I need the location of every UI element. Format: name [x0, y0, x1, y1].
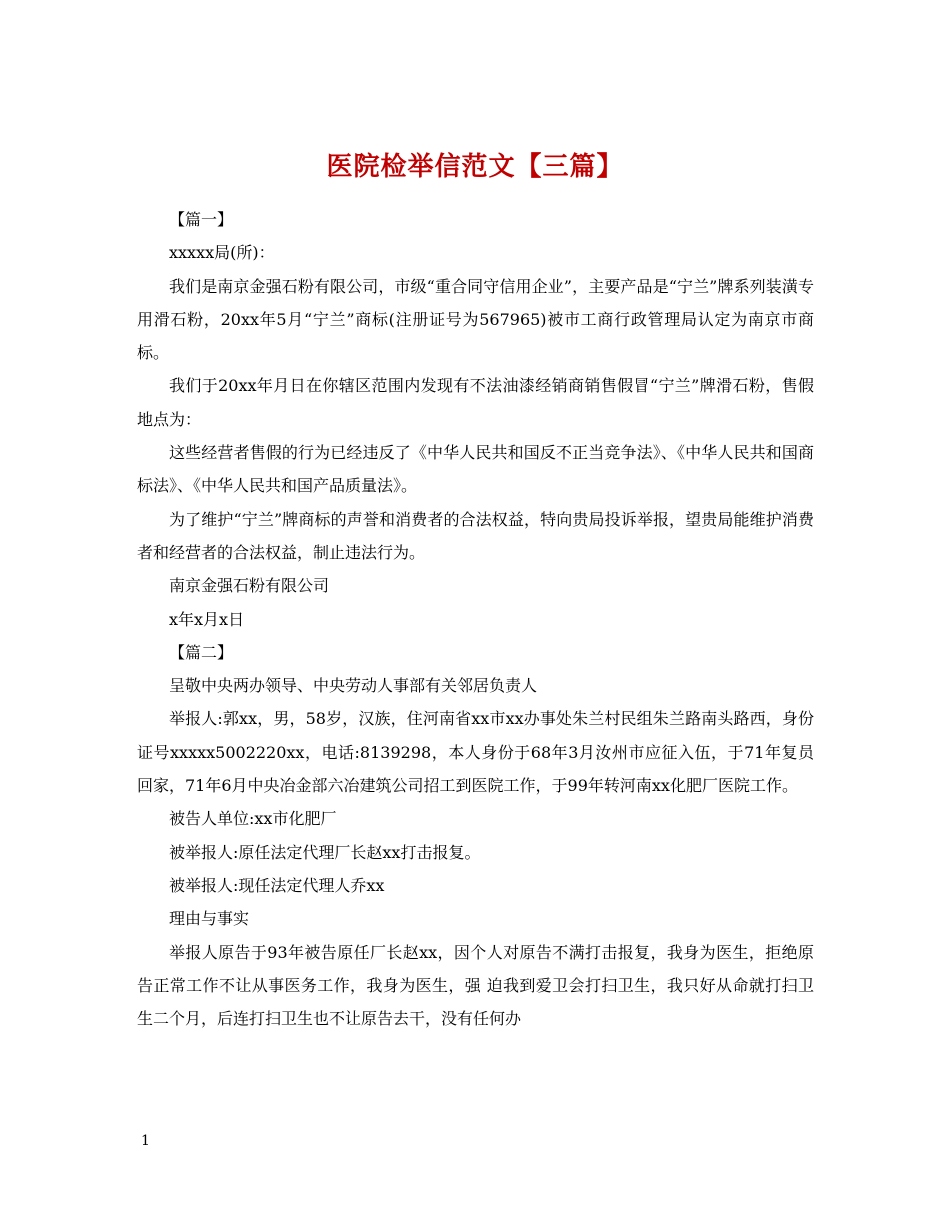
section-heading-2: 【篇二】: [169, 642, 234, 662]
body-paragraph: 这些经营者售假的行为已经违反了《中华人民共和国反不正当竞争法》、《中华人民共和国商标法》、《中华人民共和国产品质量法》。: [137, 443, 814, 496]
body-paragraph: 被举报人:原任法定代理厂长赵xx打击报复。: [169, 842, 481, 862]
body-paragraph: 我们于20xx年月日在你辖区范围内发现有不法油漆经销商销售假冒“宁兰”牌滑石粉，售假地点为：: [137, 376, 814, 429]
body-paragraph: 我们是南京金强石粉有限公司，市级“重合同守信用企业”，主要产品是“宁兰”牌系列装潢专用滑石粉，20xx年5月“宁兰”商标(注册证号为567965)被市工商行政管理局认定为南京市商标。: [137, 276, 814, 363]
body-paragraph: 举报人:郭xx，男，58岁，汉族，住河南省xx市xx办事处朱兰村民组朱兰路南头路西，身份证号xxxxx5002220xx，电话:8139298，本人身份于68年3月汝州市应征入伍，于71年复员回家，71年6月中央冶金部六冶建筑公司招工到医院工作，于99年转河南xx化肥厂医院工作。: [137, 709, 814, 796]
document-body: [137, 203, 814, 1035]
salutation-line: 呈敬中央两办领导、中央劳动人事部有关邻居负责人: [169, 676, 538, 696]
page-title: 医院检举信范文【三篇】: [326, 152, 624, 183]
body-paragraph: 为了维护“宁兰”牌商标的声誉和消费者的合法权益，特向贵局投诉举报，望贵局能维护消费者和经营者的合法权益，制止违法行为。: [137, 509, 814, 562]
recipient-line: xxxxx局(所)：: [169, 243, 275, 263]
signature-date: x年x月x日: [169, 609, 245, 629]
body-paragraph: 被告人单位:xx市化肥厂: [169, 809, 337, 829]
page-number: 1: [141, 1133, 150, 1149]
signature-company: 南京金强石粉有限公司: [169, 576, 330, 596]
section-heading-1: 【篇一】: [169, 210, 234, 229]
body-paragraph: 举报人原告于93年被告原任厂长赵xx，因个人对原告不满打击报复，我身为医生，拒绝原告正常工作不让从事医务工作，我身为医生，强 迫我到爱卫会打扫卫生，我只好从命就打扫卫生二个月，后连打扫卫生也不让原告去干，没有任何办: [137, 942, 814, 1029]
body-paragraph: 理由与事实: [169, 909, 250, 929]
body-paragraph: 被举报人:现任法定代理人乔xx: [169, 875, 385, 895]
